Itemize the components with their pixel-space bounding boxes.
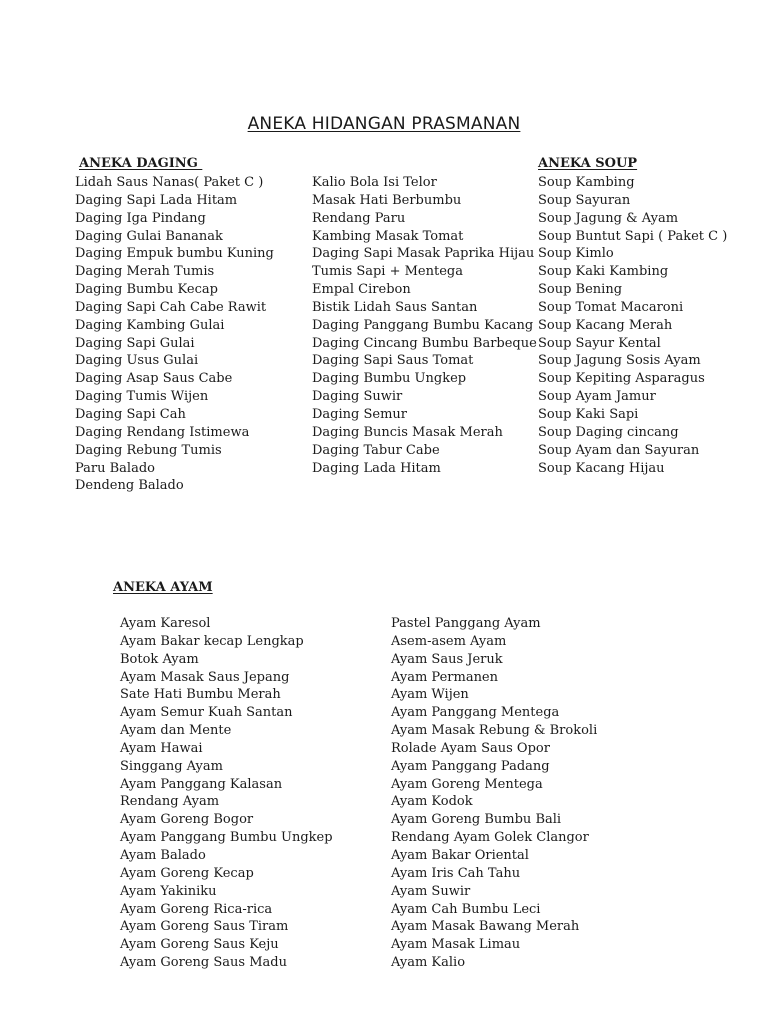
menu-item: Daging Iga Pindang: [75, 210, 206, 226]
menu-item: Rendang Ayam: [120, 794, 220, 810]
menu-item: Botok Ayam: [120, 651, 199, 667]
menu-item: Daging Sapi Gulai: [75, 335, 195, 351]
menu-item: Daging Tabur Cabe: [312, 442, 440, 458]
menu-item: Daging Suwir: [312, 389, 403, 405]
menu-item: Daging Lada Hitam: [312, 460, 441, 476]
menu-item: Ayam Goreng Bumbu Bali: [391, 812, 562, 828]
ayam-list-col1: [120, 615, 333, 972]
menu-item: Ayam Bakar Oriental: [391, 847, 529, 863]
menu-item: Ayam Masak Bawang Merah: [391, 919, 580, 935]
menu-item: Ayam Goreng Rica-rica: [120, 901, 273, 917]
menu-item: Soup Ayam dan Sayuran: [538, 442, 700, 458]
menu-item: Ayam Goreng Saus Tiram: [120, 919, 289, 935]
menu-item: Soup Daging cincang: [538, 424, 679, 440]
menu-item: Ayam Goreng Mentega: [391, 776, 543, 792]
menu-item: Ayam Iris Cah Tahu: [391, 865, 521, 881]
menu-item: Soup Sayur Kental: [538, 335, 661, 351]
menu-item: Ayam Goreng Kecap: [120, 865, 254, 881]
menu-item: Ayam Hawai: [120, 740, 203, 756]
menu-item: Bistik Lidah Saus Santan: [312, 299, 478, 315]
menu-item: Daging Gulai Bananak: [75, 228, 223, 244]
menu-item: Soup Kimlo: [538, 246, 614, 262]
menu-item: Ayam Wijen: [391, 687, 469, 703]
menu-item: Daging Bumbu Ungkep: [312, 371, 467, 387]
menu-item: Ayam Goreng Saus Madu: [120, 955, 287, 971]
menu-item: Soup Kepiting Asparagus: [538, 371, 705, 387]
menu-item: Ayam Masak Saus Jepang: [120, 669, 290, 685]
menu-item: Dendeng Balado: [75, 478, 184, 494]
menu-item: Kalio Bola Isi Telor: [312, 175, 437, 190]
menu-item: Soup Bening: [538, 282, 623, 298]
menu-item: Asem-asem Ayam: [391, 633, 507, 649]
menu-item: Ayam Kalio: [391, 955, 466, 971]
menu-item: Daging Usus Gulai: [75, 353, 199, 369]
menu-item: Ayam Saus Jeruk: [391, 651, 503, 667]
menu-item: Soup Sayuran: [538, 192, 631, 208]
menu-item: Ayam Karesol: [120, 616, 211, 631]
menu-item: Ayam Bakar kecap Lengkap: [120, 633, 304, 649]
menu-item: Daging Rendang Istimewa: [75, 424, 250, 440]
menu-item: Ayam Goreng Saus Keju: [120, 937, 279, 953]
menu-item: Lidah Saus Nanas( Paket C ): [75, 175, 264, 190]
menu-item: Daging Rebung Tumis: [75, 442, 222, 458]
menu-item: Empal Cirebon: [312, 282, 411, 298]
menu-item: Soup Kaki Sapi: [538, 406, 639, 422]
soup-list: [538, 174, 727, 477]
menu-item: Daging Cincang Bumbu Barbeque: [312, 335, 537, 351]
heading-aneka-daging: ANEKA DAGING: [79, 156, 203, 171]
menu-item: Daging Semur: [312, 406, 407, 422]
menu-item: Soup Tomat Macaroni: [538, 299, 684, 315]
menu-item: Daging Panggang Bumbu Kacang: [312, 317, 534, 333]
menu-item: Ayam Yakiniku: [120, 883, 217, 899]
menu-item: Sate Hati Bumbu Merah: [120, 687, 281, 703]
menu-item: Kambing Masak Tomat: [312, 228, 464, 244]
menu-item: Rendang Ayam Golek Clangor: [391, 830, 589, 846]
menu-item: Soup Jagung Sosis Ayam: [538, 353, 701, 369]
menu-item: Ayam Panggang Kalasan: [120, 776, 283, 792]
menu-item: Daging Tumis Wijen: [75, 389, 209, 405]
menu-item: Rolade Ayam Saus Opor: [391, 740, 550, 756]
menu-item: Ayam Panggang Mentega: [391, 705, 560, 721]
menu-item: Ayam Semur Kuah Santan: [120, 705, 293, 721]
menu-item: Masak Hati Berbumbu: [312, 192, 462, 208]
heading-aneka-ayam: ANEKA AYAM: [113, 580, 213, 595]
daging-list-col2: [312, 174, 537, 477]
menu-item: Soup Buntut Sapi ( Paket C ): [538, 228, 728, 244]
menu-item: Soup Kacang Hijau: [538, 460, 665, 476]
menu-item: Soup Jagung & Ayam: [538, 210, 679, 226]
menu-item: Ayam Goreng Bogor: [120, 812, 254, 828]
menu-item: Ayam Suwir: [391, 883, 471, 899]
menu-item: Daging Buncis Masak Merah: [312, 424, 503, 440]
menu-item: Ayam Permanen: [391, 669, 499, 685]
menu-item: Ayam Balado: [120, 847, 206, 863]
menu-item: Ayam Panggang Padang: [391, 758, 550, 774]
menu-item: Ayam Cah Bumbu Leci: [391, 901, 541, 917]
menu-item: Pastel Panggang Ayam: [391, 616, 541, 631]
menu-item: Daging Sapi Masak Paprika Hijau: [312, 246, 535, 262]
page-title: ANEKA HIDANGAN PRASMANAN: [247, 114, 521, 134]
menu-item: Rendang Paru: [312, 210, 406, 226]
menu-item: Daging Sapi Lada Hitam: [75, 192, 238, 208]
heading-aneka-soup: ANEKA SOUP: [538, 156, 638, 171]
menu-item: Soup Kambing: [538, 175, 635, 190]
menu-item: Soup Kaki Kambing: [538, 264, 669, 280]
menu-item: Tumis Sapi + Mentega: [312, 264, 463, 280]
menu-item: Ayam Kodok: [391, 794, 473, 810]
menu-item: Soup Kacang Merah: [538, 317, 673, 333]
menu-item: Daging Kambing Gulai: [75, 317, 225, 333]
menu-item: Ayam Masak Rebung & Brokoli: [391, 723, 598, 739]
menu-item: Daging Sapi Saus Tomat: [312, 353, 474, 369]
menu-item: Daging Sapi Cah Cabe Rawit: [75, 299, 267, 315]
menu-item: Daging Bumbu Kecap: [75, 282, 218, 298]
menu-item: Daging Asap Saus Cabe: [75, 371, 233, 387]
menu-item: Paru Balado: [75, 460, 155, 476]
daging-list-col1: [75, 174, 274, 495]
menu-item: Ayam Masak Limau: [391, 937, 521, 953]
menu-item: Daging Sapi Cah: [75, 406, 186, 422]
menu-item: Singgang Ayam: [120, 758, 223, 774]
ayam-list-col2: [391, 615, 597, 972]
menu-item: Ayam dan Mente: [120, 723, 232, 739]
menu-item: Daging Merah Tumis: [75, 264, 215, 280]
menu-item: Daging Empuk bumbu Kuning: [75, 246, 274, 262]
menu-item: Ayam Panggang Bumbu Ungkep: [120, 830, 333, 846]
menu-item: Soup Ayam Jamur: [538, 389, 656, 405]
